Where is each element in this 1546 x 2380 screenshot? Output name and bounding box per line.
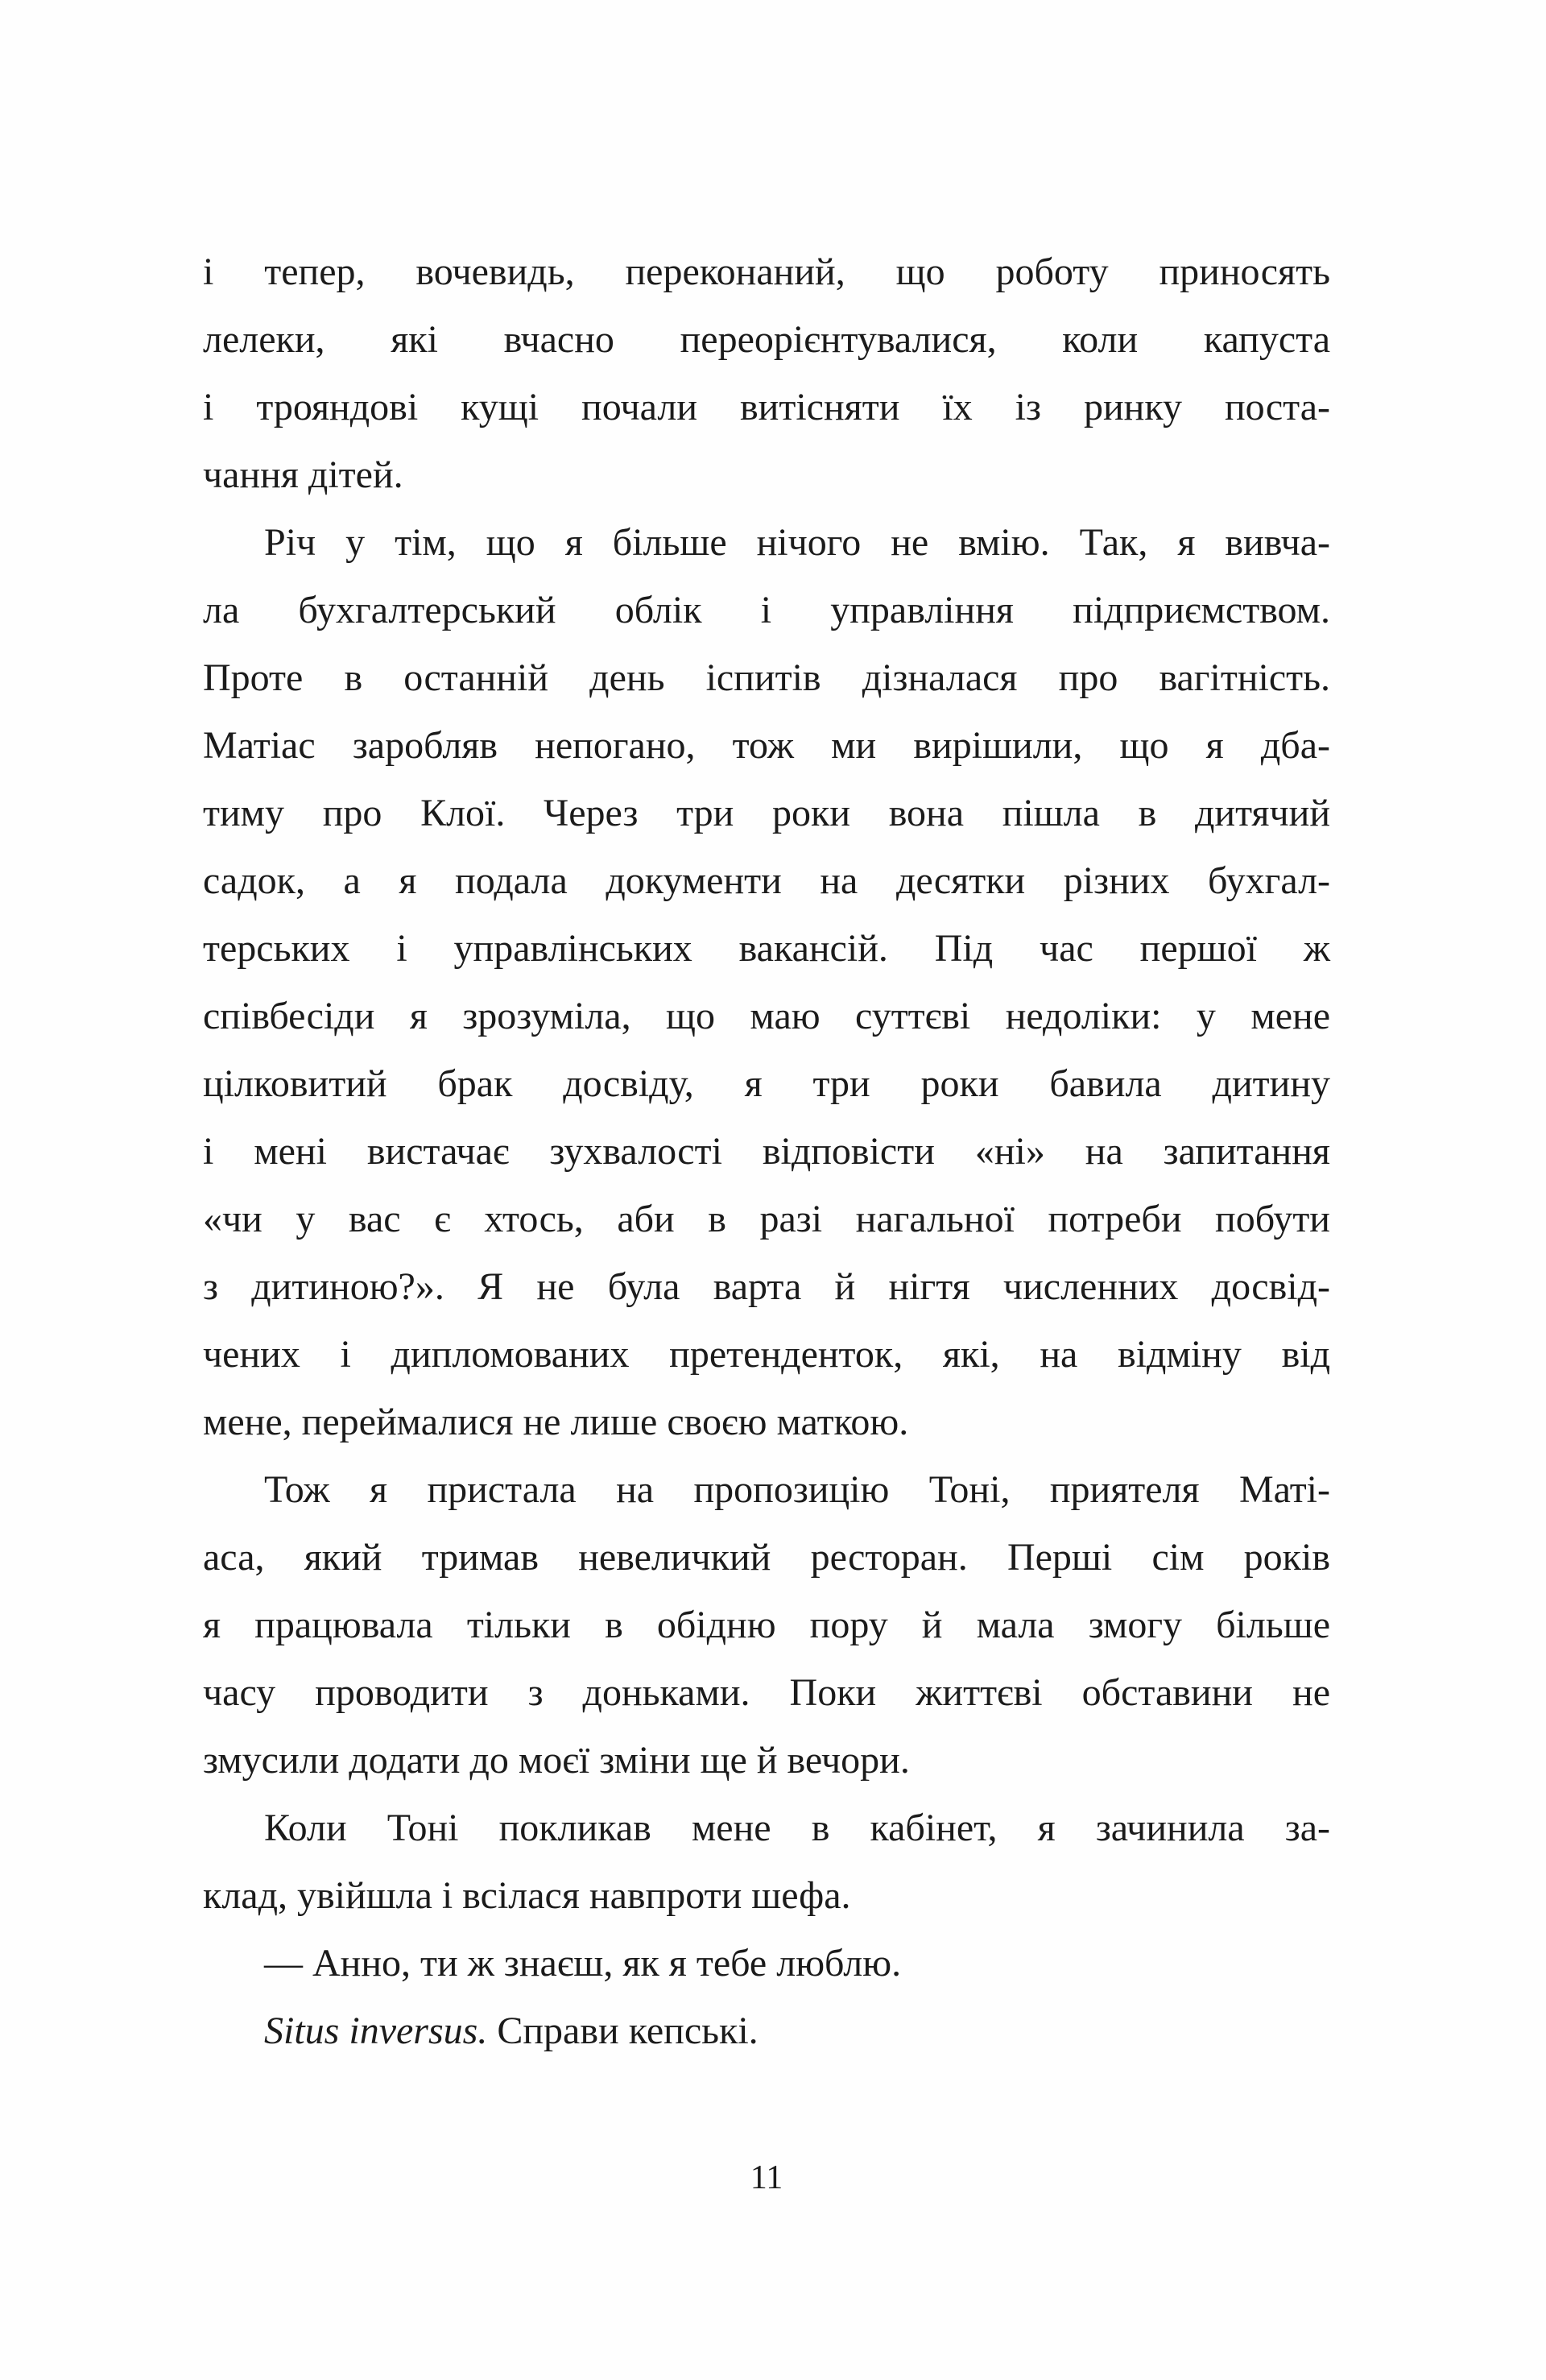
- text-line: «чи у вас є хтось, аби в разі нагальної потреби побути: [203, 1198, 1330, 1240]
- text-line: мене, переймалися не лише своєю маткою.: [203, 1401, 909, 1443]
- text-line: садок, а я подала документи на десятки різних бухгал-: [203, 859, 1330, 902]
- text-line: ла бухгалтерський облік і управління підприємством.: [203, 589, 1330, 631]
- text-line: лелеки, які вчасно переорієнтувалися, коли капуста: [203, 318, 1330, 361]
- text-line: я працювала тільки в обідню пору й мала змогу більше: [203, 1604, 1330, 1646]
- text-line: Проте в останній день іспитів дізналася про вагітність.: [203, 656, 1330, 699]
- text-line: клад, увійшла і всілася навпроти шефа.: [203, 1874, 851, 1917]
- text-line: тиму про Клої. Через три роки вона пішла в дитячий: [203, 792, 1330, 834]
- text-line: і трояндові кущі почали витісняти їх із ринку поста-: [203, 386, 1330, 428]
- text-line: терських і управлінських вакансій. Під час першої ж: [203, 927, 1330, 970]
- paragraph: [203, 1997, 1330, 2065]
- text-block: [203, 238, 1330, 2065]
- text-line: часу проводити з доньками. Поки життєві обставини не: [203, 1671, 1330, 1714]
- text-line: Матіас заробляв непогано, тож ми вирішили, що я дба-: [203, 724, 1330, 767]
- paragraph: [203, 1794, 1330, 1930]
- paragraph: [203, 1456, 1330, 1794]
- text-line: Коли Тоні покликав мене в кабінет, я зачинила за-: [264, 1807, 1330, 1849]
- text-line: з дитиною?». Я не була варта й нігтя численних досвід-: [203, 1265, 1330, 1308]
- text-line: співбесіди я зрозуміла, що маю суттєві недоліки: у мене: [203, 995, 1330, 1037]
- page-number: 11: [750, 2159, 783, 2196]
- text-line: чених і дипломованих претенденток, які, на відміну від: [203, 1333, 1330, 1376]
- text-line: — Анно, ти ж знаєш, як я тебе люблю.: [264, 1942, 902, 1985]
- text-line: аса, який тримав невеличкий ресторан. Перші сім років: [203, 1536, 1330, 1579]
- paragraph: [203, 509, 1330, 1456]
- latin-italic-phrase: Situs inversus.: [264, 2010, 488, 2052]
- text-line: цілковитий брак досвіду, я три роки бавила дитину: [203, 1062, 1330, 1105]
- text-line: Тож я пристала на пропозицію Тоні, приятеля Маті-: [264, 1468, 1330, 1511]
- text-line: чання дітей.: [203, 453, 403, 496]
- paragraph: [203, 238, 1330, 509]
- text-segment: Справи кепські.: [487, 2010, 759, 2052]
- text-line: і тепер, вочевидь, переконаний, що роботу приносять: [203, 250, 1330, 293]
- text-line: змусили додати до моєї зміни ще й вечори.: [203, 1739, 910, 1782]
- text-line: [203, 1997, 1330, 2065]
- paragraph: [203, 1930, 1330, 1997]
- text-line: і мені вистачає зухвалості відповісти «ні» на запитання: [203, 1130, 1330, 1173]
- text-line: Річ у тім, що я більше нічого не вмію. Так, я вивча-: [264, 521, 1330, 564]
